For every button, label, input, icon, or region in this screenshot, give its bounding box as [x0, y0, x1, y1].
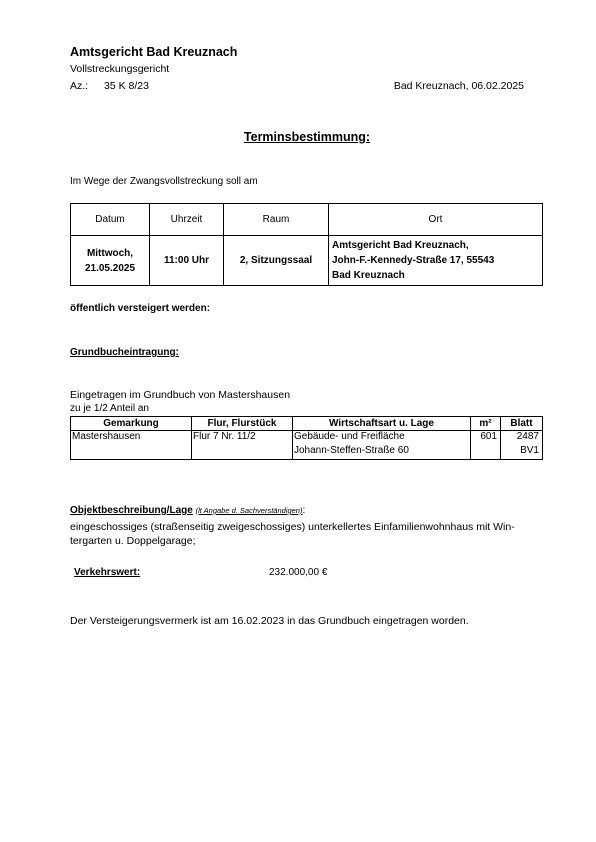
appointment-room: 2, Sitzungssaal — [224, 236, 329, 286]
market-value-label: Verkehrswert: — [74, 567, 141, 578]
location-line-2: John-F.-Kennedy-Straße 17, 55543 — [332, 255, 495, 266]
flur-cell — [192, 445, 293, 460]
intro-text: Im Wege der Zwangsvollstreckung soll am — [70, 176, 258, 187]
header-uhrzeit: Uhrzeit — [150, 204, 224, 236]
land-register-table — [70, 416, 543, 460]
object-description-note: (lt Angabe d. Sachverständigen) — [195, 506, 303, 515]
flur-cell: Flur 7 Nr. 11/2 — [192, 431, 293, 446]
appointment-value-row — [71, 236, 543, 286]
document-title: Terminsbestimmung: — [243, 130, 371, 144]
appointment-date-value: 21.05.2025 — [84, 262, 136, 274]
appointment-weekday: Mittwoch, — [86, 247, 134, 259]
header-ort: Ort — [329, 204, 543, 236]
land-register-line-1: Eingetragen im Grundbuch von Mastershausen — [70, 389, 291, 401]
object-description-line-1: eingeschossiges (straßenseitig zweigeschossiges) unterkellertes Einfamilienwohnhaus mit Win- — [70, 521, 515, 533]
gemarkung-cell: Mastershausen — [71, 431, 192, 446]
appointment-time: 11:00 Uhr — [150, 236, 224, 286]
wirtschaftsart-cell: Gebäude- und Freifläche — [293, 431, 471, 446]
auction-note: Der Versteigerungsvermerk ist am 16.02.2023 in das Grundbuch eingetragen worden. — [70, 615, 469, 627]
header-datum: Datum — [71, 204, 150, 236]
case-number-label: Az.: — [70, 80, 89, 92]
auction-statement: öffentlich versteigert werden: — [70, 303, 211, 314]
court-department: Vollstreckungsgericht — [70, 63, 170, 75]
land-register-line-2: zu je 1/2 Anteil an — [70, 403, 149, 414]
area-cell: 601 — [471, 431, 501, 446]
case-number: 35 K 8/23 — [104, 80, 149, 92]
object-description-line-2: tergarten u. Doppelgarage; — [70, 535, 196, 547]
header-area: m² — [471, 417, 501, 431]
area-cell — [471, 445, 501, 460]
gemarkung-cell — [71, 445, 192, 460]
location-line-1: Amtsgericht Bad Kreuznach, — [332, 240, 469, 251]
header-blatt: Blatt — [501, 417, 543, 431]
place-date: Bad Kreuznach, 06.02.2025 — [393, 80, 524, 92]
appointment-table — [70, 203, 543, 286]
table-row — [71, 445, 543, 460]
land-register-heading: Grundbucheintragung: — [70, 347, 179, 358]
appointment-location — [329, 236, 543, 286]
header-flur: Flur, Flurstück — [192, 417, 293, 431]
object-description-heading — [70, 505, 305, 516]
blatt-cell: 2487 — [501, 431, 543, 446]
header-wirtschaftsart: Wirtschaftsart u. Lage — [293, 417, 471, 431]
table-row — [71, 431, 543, 446]
object-description-title: Objektbeschreibung/Lage — [70, 505, 193, 516]
court-name: Amtsgericht Bad Kreuznach — [70, 45, 238, 59]
land-register-header-row — [71, 417, 543, 431]
location-line-3: Bad Kreuznach — [332, 270, 405, 281]
object-description-colon: : — [302, 505, 306, 516]
appointment-header-row — [71, 204, 543, 236]
header-gemarkung: Gemarkung — [71, 417, 192, 431]
wirtschaftsart-cell: Johann-Steffen-Straße 60 — [293, 445, 471, 460]
appointment-date — [71, 236, 150, 286]
blatt-cell: BV1 — [501, 445, 543, 460]
market-value: 232.000,00 € — [269, 567, 328, 578]
header-raum: Raum — [224, 204, 329, 236]
